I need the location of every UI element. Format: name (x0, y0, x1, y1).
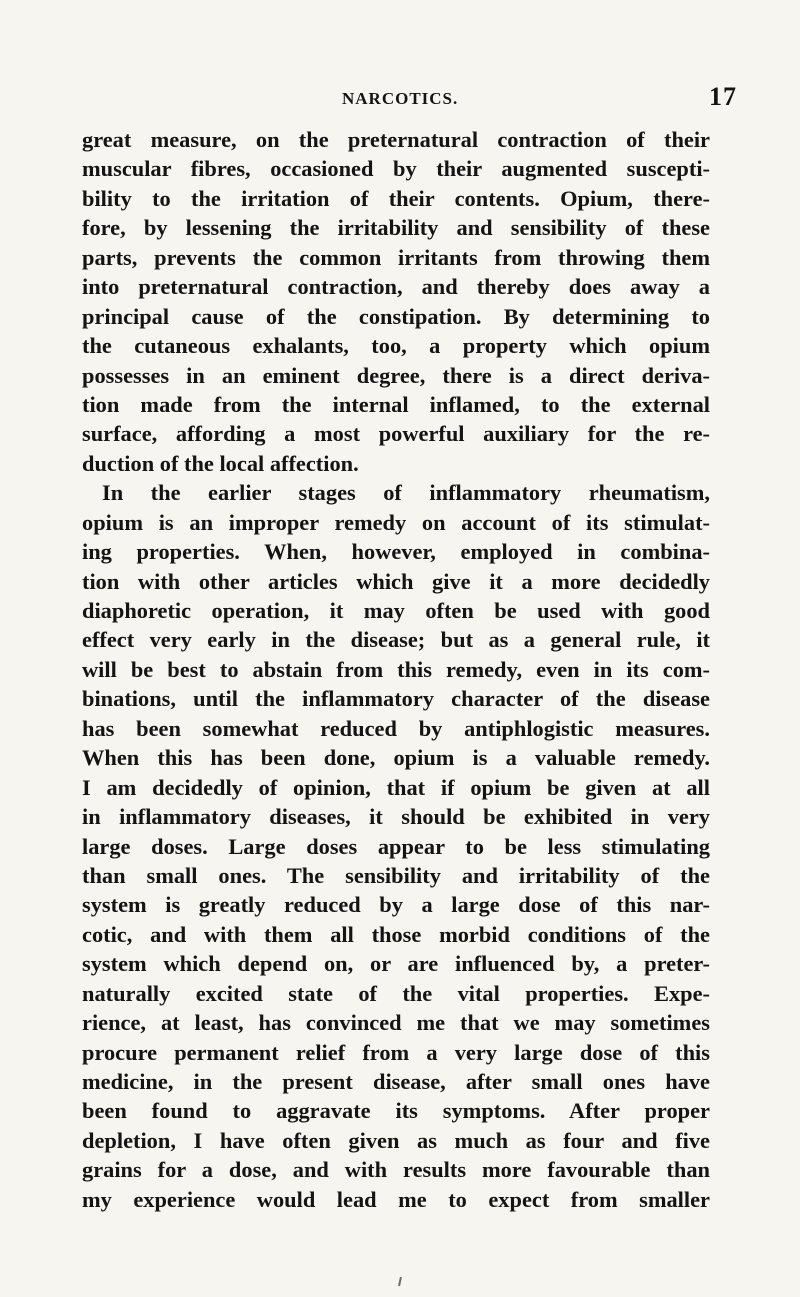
text-line: ing properties. When, however, employed in combina- (82, 539, 710, 565)
text-line: bility to the irritation of their contents. Opium, there- (82, 185, 710, 211)
text-line: binations, until the inflammatory character of the disease (82, 686, 710, 712)
text-line: duction of the local affection. (82, 450, 359, 476)
text-line: parts, prevents the common irritants from throwing them (82, 244, 710, 270)
text-line: system which depend on, or are influenced by, a preter- (82, 951, 710, 977)
text-line: muscular fibres, occasioned by their augmented suscepti- (82, 156, 710, 182)
text-line: surface, affording a most powerful auxiliary for the re- (82, 421, 710, 447)
text-line: effect very early in the disease; but as a general rule, it (82, 627, 710, 653)
text-line: great measure, on the preternatural contraction of their (82, 127, 710, 152)
text-line: large doses. Large doses appear to be less stimulating (82, 833, 710, 859)
text-line: procure permanent relief from a very large dose of this (82, 1039, 710, 1065)
text-line: tion made from the internal inflamed, to the external (82, 391, 710, 417)
text-line: system is greatly reduced by a large dose of this nar- (82, 892, 710, 918)
text-line: opium is an improper remedy on account of its stimulat- (82, 509, 710, 535)
paragraph-start-line: In the earlier stages of inflammatory rheumatism, (102, 480, 710, 506)
text-line: depletion, I have often given as much as four and five (82, 1127, 710, 1153)
text-line: than small ones. The sensibility and irritability of the (82, 862, 710, 888)
text-line: naturally excited state of the vital properties. Expe- (82, 980, 710, 1006)
text-line: tion with other articles which give it a more decidedly (82, 568, 710, 594)
text-line: cotic, and with them all those morbid conditions of the (82, 921, 710, 947)
text-line: in inflammatory diseases, it should be exhibited in very (82, 804, 710, 830)
text-line: principal cause of the constipation. By determining to (82, 303, 710, 329)
ink-speck (398, 1277, 402, 1286)
text-line: the cutaneous exhalants, too, a property which opium (82, 333, 710, 359)
text-line: I am decidedly of opinion, that if opium be given at all (82, 774, 710, 800)
text-line: rience, at least, has convinced me that we may sometimes (82, 1010, 710, 1036)
text-line: into preternatural contraction, and thereby does away a (82, 274, 710, 300)
text-line: fore, by lessening the irritability and sensibility of these (82, 215, 710, 241)
page-number: 17 (709, 82, 737, 111)
text-line: been found to aggravate its symptoms. After proper (82, 1098, 710, 1124)
running-head: NARCOTICS. (342, 89, 459, 108)
text-line: has been somewhat reduced by antiphlogistic measures. (82, 715, 710, 741)
text-line: will be best to abstain from this remedy, even in its com- (82, 656, 710, 682)
text-line: diaphoretic operation, it may often be used with good (82, 598, 710, 623)
text-line: my experience would lead me to expect from smaller (82, 1186, 710, 1212)
text-line: When this has been done, opium is a valuable remedy. (82, 745, 710, 771)
body-text (82, 125, 710, 1214)
text-line: grains for a dose, and with results more favourable than (82, 1157, 710, 1183)
text-line: possesses in an eminent degree, there is a direct deriva- (82, 362, 710, 388)
text-line: medicine, in the present disease, after small ones have (82, 1069, 710, 1094)
